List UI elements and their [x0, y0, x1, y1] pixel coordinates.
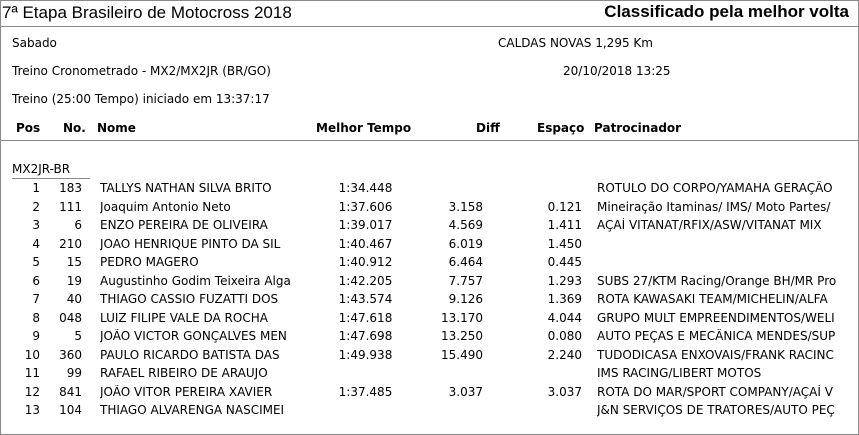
row-position: 1: [32, 181, 40, 195]
row-gap: 4.044: [547, 310, 582, 325]
table-row: [0, 218, 859, 237]
results-table: [0, 181, 859, 422]
row-diff: 15.490: [441, 347, 483, 362]
row-diff: 3.037: [448, 384, 483, 399]
row-sponsor: AUTO PEÇAS E MECÂNICA MENDES/SUP: [597, 329, 836, 343]
row-name: LUIZ FILIPE VALE DA ROCHA: [100, 310, 268, 325]
row-diff: 7.757: [448, 273, 483, 288]
row-best-time: 1:47.618: [338, 310, 393, 325]
table-row: [0, 348, 859, 367]
row-best-time: 1:40.467: [338, 236, 393, 251]
row-name: THIAGO ALVARENGA NASCIMEI: [100, 403, 285, 417]
row-diff: 6.019: [448, 236, 483, 251]
row-best-time: 1:47.698: [338, 329, 393, 343]
row-position: 5: [32, 255, 40, 269]
row-sponsor: TUDODICASA ENXOVAIS/FRANK RACINC: [597, 347, 834, 362]
row-position: 6: [32, 273, 40, 288]
row-best-time: 1:39.017: [338, 218, 393, 232]
row-best-time: 1:34.448: [338, 181, 393, 195]
row-gap: 3.037: [547, 384, 582, 399]
row-gap: 1.369: [547, 292, 582, 306]
row-best-time: 1:49.938: [338, 347, 393, 362]
event-title: 7ª Etapa Brasileiro de Motocross 2018: [2, 3, 292, 22]
row-gap: 1.411: [547, 218, 582, 232]
table-row: [0, 385, 859, 404]
row-gap: 2.240: [547, 347, 582, 362]
row-best-time: 1:37.485: [338, 384, 393, 399]
row-sponsor: AÇAÍ VITANAT/RFIX/ASW/VITANAT MIX: [597, 218, 822, 232]
row-best-time: 1:42.205: [338, 273, 393, 288]
row-number: 210: [59, 236, 82, 251]
row-number: 360: [59, 347, 82, 362]
row-name: ENZO PEREIRA DE OLIVEIRA: [100, 218, 268, 232]
row-best-time: 1:37.606: [338, 199, 393, 214]
row-diff: 3.158: [448, 199, 483, 214]
columns-divider: [0, 140, 859, 141]
row-name: JOÃO VITOR PEREIRA XAVIER: [100, 384, 273, 399]
row-sponsor: J&N SERVIÇOS DE TRATORES/AUTO PEÇ: [597, 403, 835, 417]
row-name: TALLYS NATHAN SILVA BRITO: [100, 181, 272, 195]
session-label: Treino Cronometrado - MX2/MX2JR (BR/GO): [12, 64, 271, 78]
row-sponsor: ROTA KAWASAKI TEAM/MICHELIN/ALFA: [597, 292, 828, 306]
row-position: 13: [24, 403, 40, 417]
row-number: 5: [74, 329, 82, 343]
row-best-time: 1:40.912: [338, 255, 393, 269]
row-position: 2: [32, 199, 40, 214]
row-number: 15: [66, 255, 82, 269]
table-row: [0, 237, 859, 256]
row-diff: 13.170: [441, 310, 483, 325]
row-name: THIAGO CASSIO FUZATTI DOS: [100, 292, 279, 306]
row-number: 40: [66, 292, 82, 306]
datetime-label: 20/10/2018 13:25: [563, 64, 671, 78]
row-gap: 0.080: [547, 329, 582, 343]
report-header: [0, 0, 859, 26]
table-row: [0, 200, 859, 219]
row-sponsor: SUBS 27/KTM Racing/Orange BH/MR Pro: [597, 273, 837, 288]
row-number: 99: [66, 366, 82, 380]
row-name: Joaquim Antonio Neto: [100, 199, 231, 214]
row-gap: 0.121: [547, 199, 582, 214]
row-number: 183: [59, 181, 82, 195]
row-position: 9: [32, 329, 40, 343]
location-label: CALDAS NOVAS 1,295 Km: [498, 36, 653, 50]
row-number: 111: [59, 199, 82, 214]
table-row: [0, 255, 859, 274]
col-sponsor: Patrocinador: [594, 121, 682, 135]
table-row: [0, 181, 859, 200]
row-gap: 1.450: [547, 236, 582, 251]
row-sponsor: ROTA DO MAR/SPORT COMPANY/AÇAÍ V: [597, 384, 833, 399]
header-divider: [0, 26, 859, 27]
row-best-time: 1:43.574: [338, 292, 393, 306]
row-position: 4: [32, 236, 40, 251]
row-sponsor: Mineiração Itaminas/ IMS/ Moto Partes/: [597, 199, 831, 214]
row-number: 841: [59, 384, 82, 399]
row-number: 104: [59, 403, 82, 417]
row-name: PEDRO MAGERO: [100, 255, 199, 269]
table-row: [0, 366, 859, 385]
row-position: 7: [32, 292, 40, 306]
table-row: [0, 292, 859, 311]
col-best-time: Melhor Tempo: [316, 121, 412, 135]
classification-title: Classificado pela melhor volta: [604, 2, 849, 21]
row-position: 10: [24, 347, 40, 362]
row-gap: 1.293: [547, 273, 582, 288]
row-number: 048: [59, 310, 82, 325]
row-position: 3: [32, 218, 40, 232]
row-diff: 6.464: [448, 255, 483, 269]
col-pos: Pos: [16, 121, 41, 135]
row-position: 11: [24, 366, 40, 380]
row-position: 8: [32, 310, 40, 325]
row-position: 12: [24, 384, 40, 399]
row-diff: 4.569: [448, 218, 483, 232]
col-gap: Espaço: [537, 121, 585, 135]
table-row: [0, 403, 859, 422]
col-number: No.: [63, 121, 86, 135]
row-sponsor: IMS RACING/LIBERT MOTOS: [597, 366, 762, 380]
row-sponsor: GRUPO MULT EMPREENDIMENTOS/WELI: [597, 310, 835, 325]
table-row: [0, 274, 859, 293]
row-sponsor: ROTULO DO CORPO/YAMAHA GERAÇÃO: [597, 181, 833, 195]
start-time-label: Treino (25:00 Tempo) iniciado em 13:37:17: [12, 92, 270, 106]
category-label: MX2JR-BR: [12, 162, 71, 176]
row-diff: 9.126: [448, 292, 483, 306]
row-diff: 13.250: [441, 329, 483, 343]
table-row: [0, 311, 859, 330]
row-name: JOÃO VICTOR GONÇALVES MEN: [100, 329, 287, 343]
row-number: 19: [66, 273, 82, 288]
row-name: PAULO RICARDO BATISTA DAS: [100, 347, 280, 362]
row-name: RAFAEL RIBEIRO DE ARAUJO: [100, 366, 268, 380]
row-number: 6: [74, 218, 82, 232]
table-row: [0, 329, 859, 348]
category-underline: [12, 178, 90, 179]
row-gap: 0.445: [547, 255, 582, 269]
col-name: Nome: [97, 121, 136, 135]
row-name: Augustinho Godim Teixeira Alga: [100, 273, 291, 288]
col-diff: Diff: [476, 121, 500, 135]
day-label: Sabado: [12, 36, 57, 50]
row-name: JOAO HENRIQUE PINTO DA SIL: [100, 236, 281, 251]
